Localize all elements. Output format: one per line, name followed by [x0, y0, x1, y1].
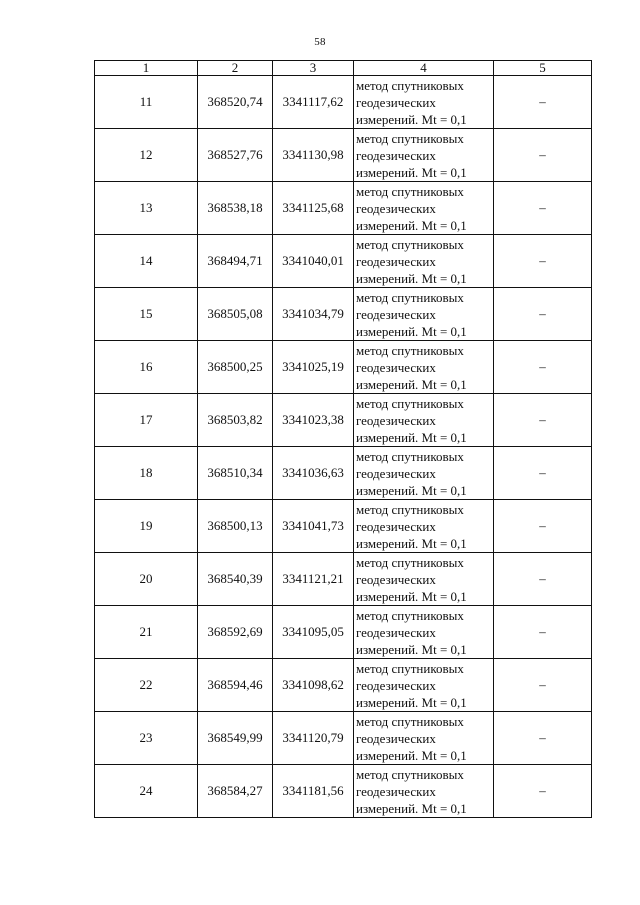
- method-cell: [354, 129, 494, 182]
- table-row: [95, 500, 592, 553]
- method-text-line: геодезических: [356, 412, 436, 428]
- header-row: [95, 61, 592, 76]
- point-number-cell: 19: [95, 500, 198, 553]
- y-coordinate-cell: 3341098,62: [273, 659, 354, 712]
- coordinates-table: [94, 60, 592, 818]
- page-number: 58: [314, 36, 326, 48]
- note-cell: –: [494, 76, 592, 129]
- method-text-line: метод спутниковых: [356, 395, 464, 411]
- y-coordinate-cell: 3341117,62: [273, 76, 354, 129]
- column-header-3: 3: [273, 61, 354, 76]
- point-number-cell: 11: [95, 76, 198, 129]
- x-coordinate-cell: 368594,46: [198, 659, 273, 712]
- x-coordinate-cell: 368538,18: [198, 182, 273, 235]
- y-coordinate-cell: 3341125,68: [273, 182, 354, 235]
- method-text-line: метод спутниковых: [356, 766, 464, 782]
- note-cell: –: [494, 394, 592, 447]
- method-text-line: измерений. Mt = 0,1: [356, 111, 467, 127]
- table-row: [95, 659, 592, 712]
- point-number-cell: 18: [95, 447, 198, 500]
- x-coordinate-cell: 368500,25: [198, 341, 273, 394]
- table-row: [95, 606, 592, 659]
- x-coordinate-cell: 368520,74: [198, 76, 273, 129]
- method-text-line: геодезических: [356, 783, 436, 799]
- table-row: [95, 341, 592, 394]
- method-text-line: метод спутниковых: [356, 554, 464, 570]
- method-text-line: геодезических: [356, 730, 436, 746]
- column-header-1: 1: [95, 61, 198, 76]
- method-text-line: геодезических: [356, 306, 436, 322]
- method-text-line: измерений. Mt = 0,1: [356, 270, 467, 286]
- method-text-line: измерений. Mt = 0,1: [356, 482, 467, 498]
- y-coordinate-cell: 3341034,79: [273, 288, 354, 341]
- note-cell: –: [494, 447, 592, 500]
- point-number-cell: 12: [95, 129, 198, 182]
- method-text-line: измерений. Mt = 0,1: [356, 323, 467, 339]
- method-text-line: измерений. Mt = 0,1: [356, 376, 467, 392]
- method-text-line: геодезических: [356, 94, 436, 110]
- method-cell: [354, 235, 494, 288]
- table-row: [95, 182, 592, 235]
- note-cell: –: [494, 235, 592, 288]
- method-text-line: геодезических: [356, 253, 436, 269]
- table-row: [95, 553, 592, 606]
- point-number-cell: 17: [95, 394, 198, 447]
- method-cell: [354, 76, 494, 129]
- point-number-cell: 24: [95, 765, 198, 818]
- x-coordinate-cell: 368494,71: [198, 235, 273, 288]
- x-coordinate-cell: 368540,39: [198, 553, 273, 606]
- note-cell: –: [494, 500, 592, 553]
- method-text-line: метод спутниковых: [356, 130, 464, 146]
- method-text-line: геодезических: [356, 359, 436, 375]
- method-text-line: геодезических: [356, 200, 436, 216]
- method-text-line: измерений. Mt = 0,1: [356, 217, 467, 233]
- method-text-line: геодезических: [356, 147, 436, 163]
- point-number-cell: 22: [95, 659, 198, 712]
- note-cell: –: [494, 553, 592, 606]
- method-cell: [354, 712, 494, 765]
- x-coordinate-cell: 368503,82: [198, 394, 273, 447]
- y-coordinate-cell: 3341041,73: [273, 500, 354, 553]
- method-text-line: геодезических: [356, 518, 436, 534]
- table-row: [95, 76, 592, 129]
- y-coordinate-cell: 3341036,63: [273, 447, 354, 500]
- method-cell: [354, 500, 494, 553]
- method-text-line: измерений. Mt = 0,1: [356, 429, 467, 445]
- table-header: [95, 61, 592, 76]
- note-cell: –: [494, 182, 592, 235]
- method-text-line: метод спутниковых: [356, 660, 464, 676]
- point-number-cell: 21: [95, 606, 198, 659]
- column-header-4: 4: [354, 61, 494, 76]
- x-coordinate-cell: 368592,69: [198, 606, 273, 659]
- method-text-line: метод спутниковых: [356, 713, 464, 729]
- y-coordinate-cell: 3341120,79: [273, 712, 354, 765]
- point-number-cell: 13: [95, 182, 198, 235]
- method-text-line: метод спутниковых: [356, 607, 464, 623]
- note-cell: –: [494, 129, 592, 182]
- method-cell: [354, 765, 494, 818]
- point-number-cell: 16: [95, 341, 198, 394]
- method-cell: [354, 288, 494, 341]
- note-cell: –: [494, 765, 592, 818]
- method-text-line: геодезических: [356, 624, 436, 640]
- table-row: [95, 447, 592, 500]
- y-coordinate-cell: 3341181,56: [273, 765, 354, 818]
- method-text-line: геодезических: [356, 465, 436, 481]
- method-text-line: метод спутниковых: [356, 342, 464, 358]
- point-number-cell: 15: [95, 288, 198, 341]
- method-text-line: измерений. Mt = 0,1: [356, 588, 467, 604]
- method-text-line: измерений. Mt = 0,1: [356, 164, 467, 180]
- table-body: [95, 76, 592, 818]
- point-number-cell: 23: [95, 712, 198, 765]
- table-row: [95, 288, 592, 341]
- method-cell: [354, 341, 494, 394]
- table-row: [95, 765, 592, 818]
- x-coordinate-cell: 368510,34: [198, 447, 273, 500]
- note-cell: –: [494, 288, 592, 341]
- note-cell: –: [494, 341, 592, 394]
- y-coordinate-cell: 3341095,05: [273, 606, 354, 659]
- x-coordinate-cell: 368500,13: [198, 500, 273, 553]
- y-coordinate-cell: 3341025,19: [273, 341, 354, 394]
- y-coordinate-cell: 3341130,98: [273, 129, 354, 182]
- method-text-line: измерений. Mt = 0,1: [356, 535, 467, 551]
- method-cell: [354, 447, 494, 500]
- table-row: [95, 712, 592, 765]
- method-cell: [354, 606, 494, 659]
- note-cell: –: [494, 659, 592, 712]
- y-coordinate-cell: 3341040,01: [273, 235, 354, 288]
- method-text-line: геодезических: [356, 677, 436, 693]
- method-cell: [354, 182, 494, 235]
- note-cell: –: [494, 712, 592, 765]
- x-coordinate-cell: 368505,08: [198, 288, 273, 341]
- method-text-line: геодезических: [356, 571, 436, 587]
- method-text-line: измерений. Mt = 0,1: [356, 800, 467, 816]
- y-coordinate-cell: 3341023,38: [273, 394, 354, 447]
- x-coordinate-cell: 368527,76: [198, 129, 273, 182]
- table-row: [95, 235, 592, 288]
- method-cell: [354, 659, 494, 712]
- y-coordinate-cell: 3341121,21: [273, 553, 354, 606]
- table-row: [95, 129, 592, 182]
- point-number-cell: 20: [95, 553, 198, 606]
- method-text-line: измерений. Mt = 0,1: [356, 747, 467, 763]
- column-header-5: 5: [494, 61, 592, 76]
- note-cell: –: [494, 606, 592, 659]
- point-number-cell: 14: [95, 235, 198, 288]
- method-text-line: метод спутниковых: [356, 183, 464, 199]
- x-coordinate-cell: 368584,27: [198, 765, 273, 818]
- method-text-line: метод спутниковых: [356, 77, 464, 93]
- method-text-line: измерений. Mt = 0,1: [356, 694, 467, 710]
- method-cell: [354, 553, 494, 606]
- method-text-line: измерений. Mt = 0,1: [356, 641, 467, 657]
- method-text-line: метод спутниковых: [356, 448, 464, 464]
- table-row: [95, 394, 592, 447]
- column-header-2: 2: [198, 61, 273, 76]
- method-text-line: метод спутниковых: [356, 501, 464, 517]
- x-coordinate-cell: 368549,99: [198, 712, 273, 765]
- method-cell: [354, 394, 494, 447]
- method-text-line: метод спутниковых: [356, 236, 464, 252]
- method-text-line: метод спутниковых: [356, 289, 464, 305]
